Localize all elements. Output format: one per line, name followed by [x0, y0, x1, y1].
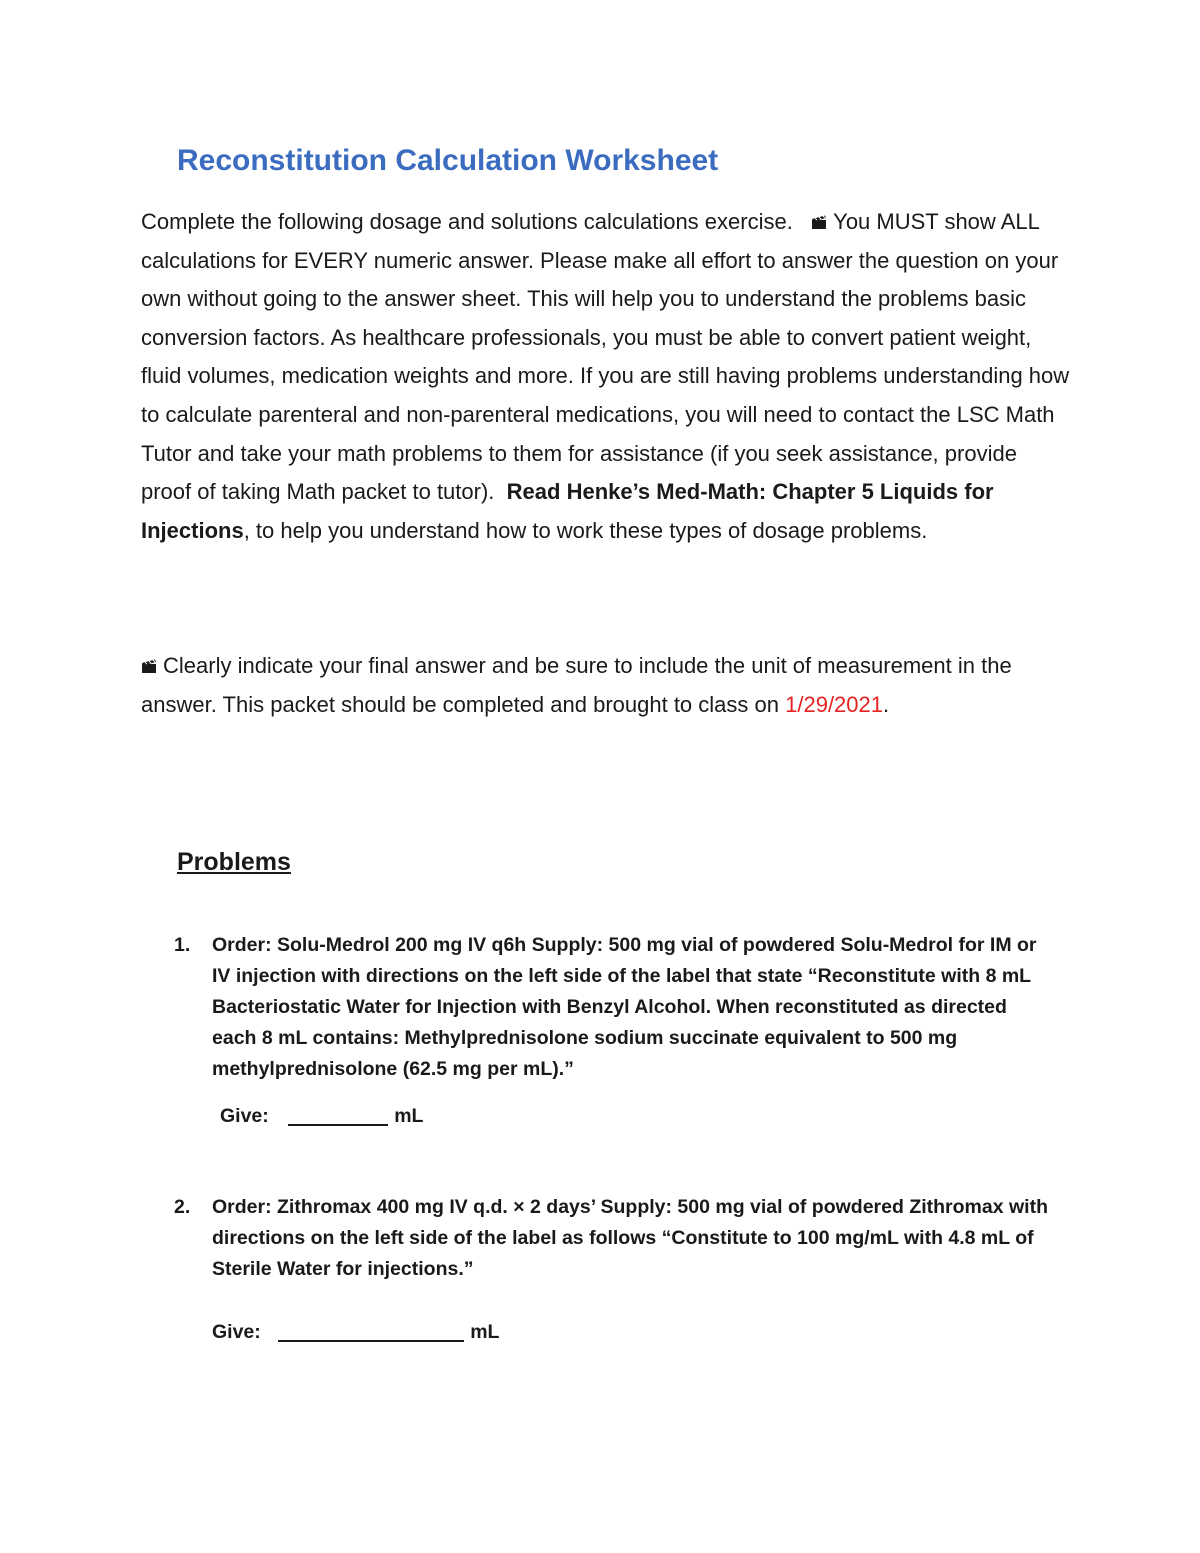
- give-line-1: [220, 1104, 423, 1128]
- page-title: Reconstitution Calculation Worksheet: [177, 144, 719, 177]
- note-end: .: [883, 691, 890, 717]
- clapperboard-icon: [141, 658, 157, 674]
- problem-text: Order: Zithromax 400 mg IV q.d. × 2 days’ Supply: 500 mg vial of powdered Zithromax with directions on the left side of the label as follows “Constitute to 100 mg/mL with 4.8 mL of Sterile Water for injections.”: [212, 1196, 1048, 1280]
- reading-assignment: Read Henke’s Med-Math: Chapter 5 Liquids for Injections: [141, 479, 994, 543]
- due-date: 1/29/2021: [785, 691, 883, 717]
- problems-heading: Problems: [177, 848, 291, 876]
- note-paragraph: [141, 647, 1071, 724]
- note-text: Clearly indicate your final answer and be sure to include the unit of measurement in the answer. This packet should be completed and brought to class on: [141, 653, 1012, 717]
- give-unit: mL: [394, 1105, 424, 1127]
- answer-blank-2[interactable]: [278, 1320, 464, 1342]
- give-unit: mL: [470, 1321, 500, 1343]
- problem-1: [174, 930, 1054, 1085]
- give-line-2: [212, 1320, 499, 1344]
- problem-number: 2.: [174, 1196, 191, 1218]
- intro-text-3: , to help you understand how to work these types of dosage problems.: [243, 517, 928, 543]
- clapperboard-icon: [811, 214, 827, 230]
- problem-2: [174, 1192, 1054, 1285]
- give-label: Give:: [212, 1321, 261, 1343]
- answer-blank-1[interactable]: [288, 1104, 388, 1126]
- problem-text: Order: Solu-Medrol 200 mg IV q6h Supply: 500 mg vial of powdered Solu-Medrol for IM or IV injection with directions on the left side of the label that state “Reconstitute with 8 mL Bacteriostatic Water for Injection with Benzyl Alcohol. When reconstituted as directed each 8 mL contains: Methylprednisolone sodium succinate equivalent to 500 mg methylprednisolone (62.5 mg per mL).”: [212, 934, 1037, 1080]
- intro-text-2: You MUST show ALL calculations for EVERY numeric answer. Please make all effort to answer the question on your own without going to the answer sheet. This will help you to understand the problems basic conversion factors. As healthcare professionals, you must be able to convert patient weight, fluid volumes, medication weights and more. If you are still having problems understanding how to calculate parenteral and non-parenteral medications, you will need to contact the LSC Math Tutor and take your math problems to them for assistance (if you seek assistance, provide proof of taking Math packet to tutor).: [141, 209, 1070, 505]
- give-label: Give:: [220, 1105, 269, 1127]
- intro-paragraph: [141, 203, 1071, 550]
- problem-number: 1.: [174, 934, 191, 956]
- intro-text-1: Complete the following dosage and solutions calculations exercise.: [141, 209, 793, 234]
